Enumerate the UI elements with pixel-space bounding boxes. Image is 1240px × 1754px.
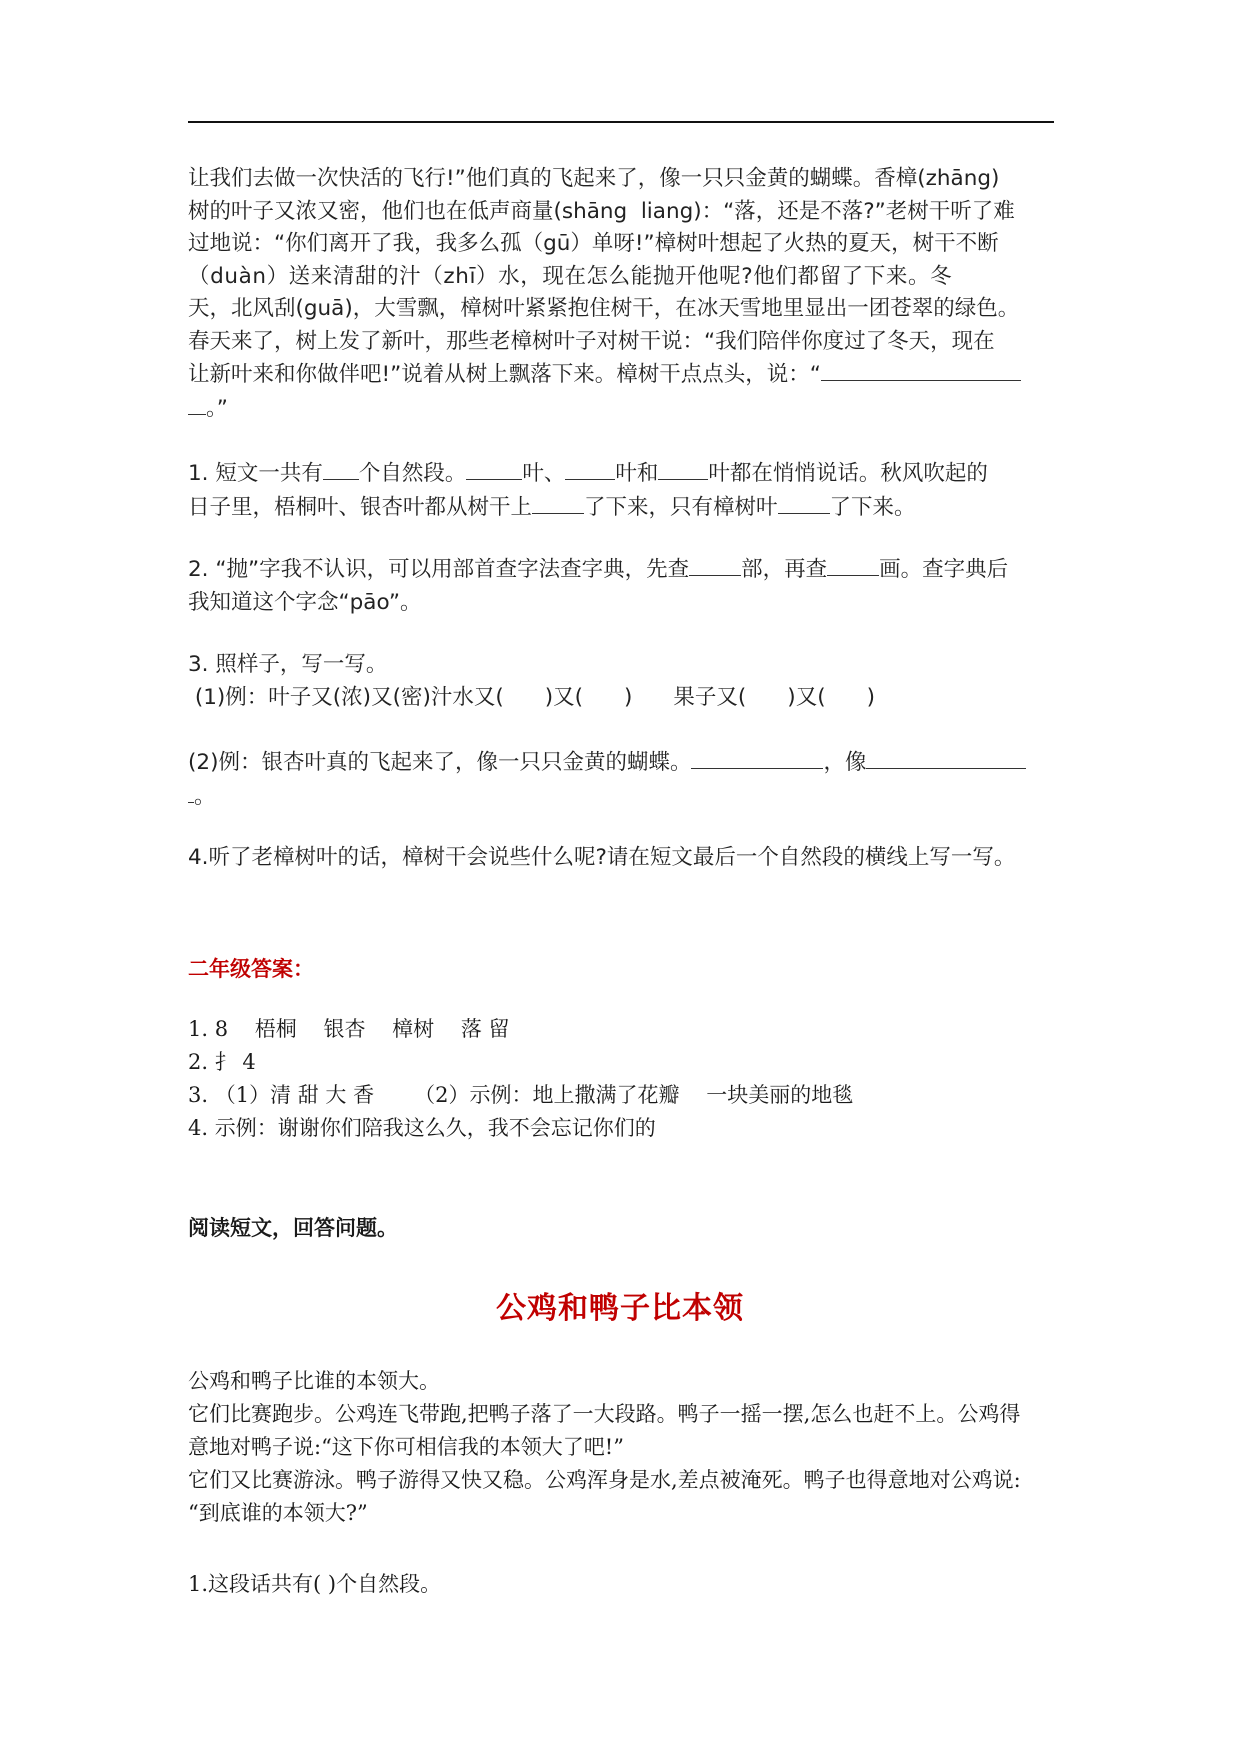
q-text: ，像 [823,750,867,775]
answer-blank[interactable] [866,746,1026,769]
story-passage [188,163,1060,425]
answer-blank[interactable] [778,491,830,514]
story2-passage [188,1365,1060,1530]
answer-line: 3. （1）清 甜 大 香 （2）示例：地上撒满了花瓣 一块美丽的地毯 [188,1083,854,1107]
question-4 [188,842,1060,875]
q-text: 了下来，只有樟树叶 [584,494,778,520]
answers-heading: 二年级答案： [188,956,314,981]
answer-line: 1. 8 梧桐 银杏 樟树 落 留 [188,1017,510,1041]
passage-text: 让新叶来和你做伴吧!”说着从树上飘落下来。樟树干点点头，说：“ [188,362,821,387]
answer-blank[interactable] [466,457,522,480]
answer-line: 4. 示例：谢谢你们陪我这么久，我不会忘记你们的 [188,1116,656,1140]
question-line: (1)例：叶子又(浓)又(密)汁水又( )又( ) 果子又( )又( ) [188,684,875,710]
answer-blank[interactable] [821,358,1021,381]
q-text: 1. 短文一共有 [188,461,323,486]
passage-line: 意地对鸭子说:“这下你可相信我的本领大了吧!” [188,1435,624,1459]
passage-line: 公鸡和鸭子比谁的本领大。 [188,1369,440,1393]
question-line [188,746,1060,780]
passage-line: “到底谁的本领大?” [188,1501,368,1525]
q-text: 日子里，梧桐叶、银杏叶都从树干上 [188,494,533,520]
story-title: 公鸡和鸭子比本领 [496,1291,744,1326]
passage-line [188,358,1060,392]
question-line [188,553,1060,587]
q-text: 画。查字典后 [879,557,1009,582]
answer-line: 2. 扌 4 [188,1050,256,1074]
q-text: (2)例：银杏叶真的飞起来了，像一只只金黄的蝴蝶。 [188,750,692,775]
q-text: 了下来。 [829,494,916,520]
answer-blank[interactable] [691,746,823,769]
q-text: 叶、 [522,461,566,486]
passage-line: 让我们去做一次快活的飞行!”他们真的飞起来了，像一只只金黄的蝴蝶。香樟(zhāng) [188,166,1000,191]
passage-line: 它们又比赛游泳。鸭子游得又快又稳。公鸡浑身是水,差点被淹死。鸭子也得意地对公鸡说: [188,1468,1021,1492]
question-line [188,457,1060,491]
question-line: 我知道这个字念“pāo”。 [188,589,422,615]
q-text: 叶都在悄悄说话。秋风吹起的 [708,461,988,486]
q-text: 2. “抛”字我不认识，可以用部首查字法查字典，先查 [188,557,690,582]
question-3 [188,649,1060,714]
header-rule [188,121,1054,123]
passage-line: （duàn）送来清甜的汁（zhī）水，现在怎么能抛开他呢?他们都留了下来。冬 [188,263,953,289]
passage-line: 过地说：“你们离开了我，我多么孤（gū）单呀!”樟树叶想起了火热的夏天，树干不断 [188,231,999,256]
question-1 [188,457,1060,524]
story2-question-1: 1.这段话共有( )个自然段。 [188,1572,442,1596]
passage-text: 。” [206,395,228,421]
question-line: 4.听了老樟树叶的话，樟树干会说些什么呢?请在短文最后一个自然段的横线上写一写。 [188,845,1016,870]
question-line [188,780,1060,814]
passage-line: 树的叶子又浓又密，他们也在低声商量(shāng liang)：“落，还是不落?”老树干听了难 [188,198,1015,224]
passage-line [188,392,1060,426]
answer-blank[interactable] [188,392,206,415]
q-text: 。 [194,783,216,809]
q-text: 部，再查 [741,557,828,582]
answers-list [188,1013,1060,1145]
q-text: 个自然段。 [358,461,467,486]
question-line: 3. 照样子，写一写。 [188,652,388,677]
answer-blank[interactable] [658,457,708,480]
reading-instruction: 阅读短文，回答问题。 [188,1215,398,1240]
passage-line: 春天来了，树上发了新叶，那些老樟树叶子对树干说：“我们陪伴你度过了冬天，现在 [188,328,995,354]
answer-blank[interactable] [323,457,359,480]
question-3-part-2 [188,746,1060,813]
answer-blank[interactable] [689,553,741,576]
answer-blank[interactable] [565,457,615,480]
q-text: 叶和 [615,461,659,486]
question-2 [188,553,1060,619]
answer-blank[interactable] [532,491,584,514]
passage-line: 它们比赛跑步。公鸡连飞带跑,把鸭子落了一大段路。鸭子一摇一摆,怎么也赶不上。公鸡得 [188,1402,1021,1426]
passage-line: 天，北风刮(guā)，大雪飘，樟树叶紧紧抱住树干，在冰天雪地里显出一团苍翠的绿色。 [188,296,1020,321]
answer-blank[interactable] [827,553,879,576]
question-line [188,491,1060,525]
